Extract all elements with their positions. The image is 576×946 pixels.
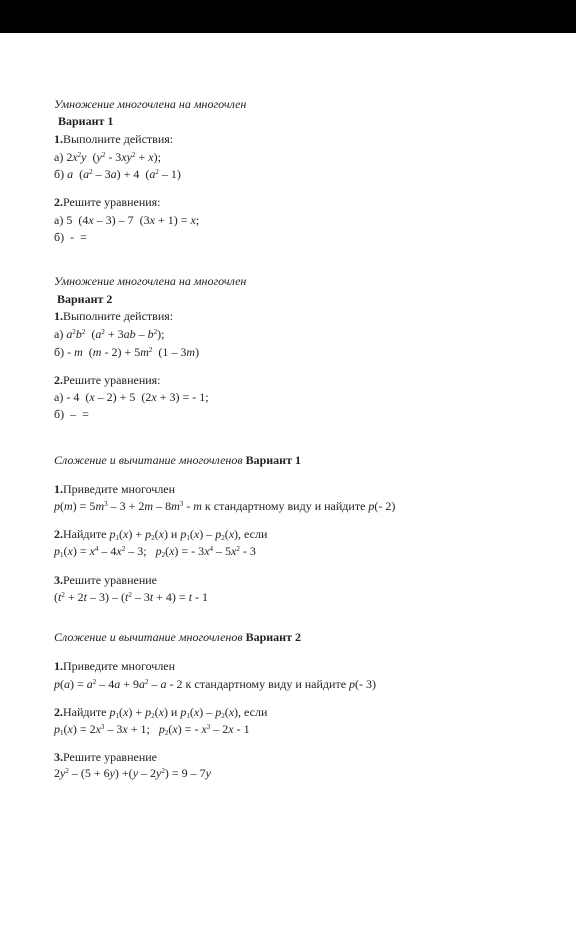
line-s2-task1: 1.Выполните действия: xyxy=(54,309,174,323)
line-s2-b: б) - m $(m - 2) + 5m^2$ (1 – 3m) xyxy=(54,345,200,359)
line-s1-b: б) a $(a^2 - 3a) + 4$ $(a^2 - 1)$ xyxy=(54,167,181,181)
line-s3-task3: 3.Решите уравнение xyxy=(54,573,157,587)
line-s3-p12: $p_1(x) = x^4 - 4x^2 - 3$; $p_2(x)$ = - $3x^4 - 5x^2 - 3$ xyxy=(54,544,256,559)
line-s4-p12: $p_1(x) = 2x^3 - 3x + 1$; $p_2(x)$ = - $x^3 - 2x - 1$ xyxy=(54,722,250,737)
line-s1-task2: 2.Решите уравнения: xyxy=(54,195,161,209)
line-s1-d: б) - = xyxy=(54,230,87,244)
line-s4-task1: 1.Приведите многочлен xyxy=(54,659,176,673)
line-s2-title: Умножение многочлена на многочлен xyxy=(54,274,247,288)
line-s2-a: а) $a^2b^2$ $(a^2 + 3ab - b^2)$; xyxy=(54,327,165,341)
line-s2-d: б) – = xyxy=(54,407,89,421)
line-s3-eq: $(t^2 + 2t - 3) - (t^2 - 3t + 4) = t - 1$ xyxy=(54,590,209,604)
line-s2-variant: Вариант 2 xyxy=(57,292,113,306)
line-s4-task2: 2.Найдите $p_1(x) + p_2(x)$ и $p_1(x) - p_2(x)$, если xyxy=(54,705,268,720)
line-s1-task1: 1.Выполните действия: xyxy=(54,132,174,146)
line-s4-task3: 3.Решите уравнение xyxy=(54,750,157,764)
line-s2-task2: 2.Решите уравнения: xyxy=(54,373,161,387)
line-s3-task2: 2.Найдите $p_1(x) + p_2(x)$ и $p_1(x) - p_2(x)$, если xyxy=(54,527,268,542)
line-s1-a: а) $2x^2y$ $(y^2 - 3xy^2 + x)$; xyxy=(54,150,161,164)
line-s4-eq: $2y^2 - (5 + 6y) +(y - 2y^2) = 9 - 7y$ xyxy=(54,766,211,780)
line-s4-p: $p(a) = a^2 - 4a + 9a^2 - a - 2$ к стандартному виду и найдите p(- 3) xyxy=(54,677,377,691)
line-s3-p: $p(m) = 5m^3 - 3 + 2m - 8m^3 - m$ к стандартному виду и найдите p(- 2) xyxy=(54,499,396,513)
line-s3-title: Сложение и вычитание многочленов Вариант 1 xyxy=(54,453,301,467)
line-s4-title: Сложение и вычитание многочленов Вариант 2 xyxy=(54,630,301,644)
line-s1-variant: Вариант 1 xyxy=(58,114,114,128)
line-s2-c: а) - 4 (x – 2) + 5 (2x + 3) = - 1; xyxy=(54,390,209,404)
line-s3-task1: 1.Приведите многочлен xyxy=(54,482,176,496)
top-black-bar xyxy=(0,0,576,33)
line-s1-title: Умножение многочлена на многочлен xyxy=(54,97,247,111)
line-s1-c: а) 5 (4x – 3) – 7 (3x + 1) = x; xyxy=(54,213,200,227)
